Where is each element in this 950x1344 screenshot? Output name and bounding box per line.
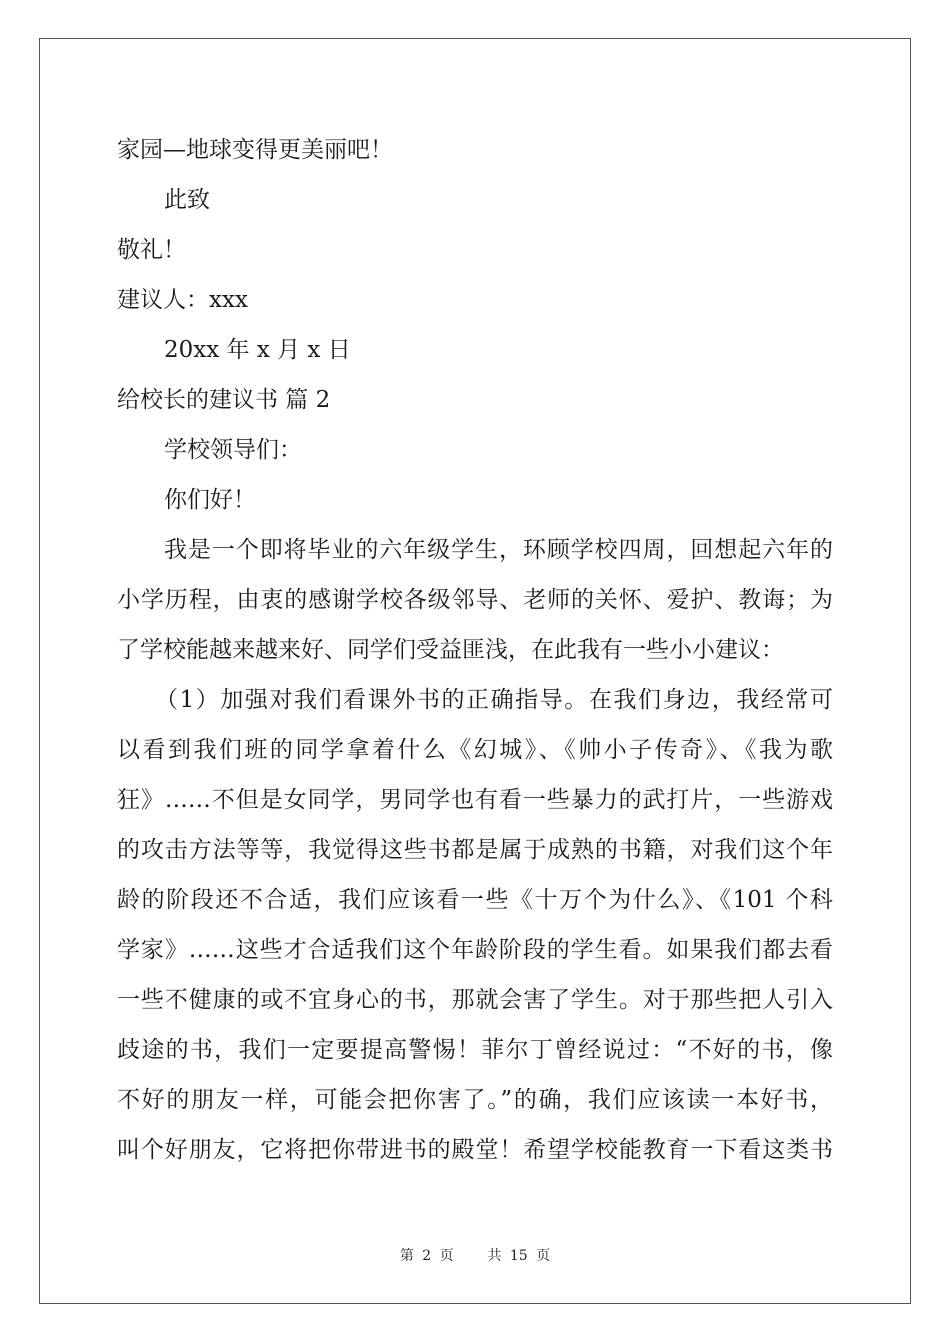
text-line-addressee: 学校领导们： — [164, 437, 302, 463]
document-body — [117, 125, 833, 1175]
text-line-date: 20xx 年 x 月 x 日 — [164, 337, 351, 363]
paragraph-line: 小学历程，由衷的感谢学校各级邻导、老师的关怀、爱护、教诲；为 — [117, 587, 833, 613]
paragraph-line: 龄的阶段还不合适，我们应该看一些《十万个为什么》、《101 个科 — [117, 887, 833, 913]
text-line-salutation: 此致 — [164, 187, 210, 213]
text-line-greeting: 你们好！ — [164, 487, 256, 513]
paragraph-line: 的攻击方法等等，我觉得这些书都是属于成熟的书籍，对我们这个年 — [117, 837, 833, 863]
paragraph-line: 我是一个即将毕业的六年级学生，环顾学校四周，回想起六年的 — [164, 537, 833, 563]
section-heading: 给校长的建议书 篇 2 — [117, 387, 331, 413]
text-line-closing: 家园—地球变得更美丽吧！ — [117, 137, 393, 163]
paragraph-line: 歧途的书，我们一定要提高警惕！菲尔丁曾经说过：“不好的书，像 — [117, 1037, 833, 1063]
page-footer — [0, 1245, 950, 1265]
paragraph-line: （1）加强对我们看课外书的正确指导。在我们身边，我经常可 — [155, 687, 833, 713]
page-number: 第 2 页 — [399, 1248, 454, 1264]
paragraph-line: 不好的朋友一样，可能会把你害了。”的确，我们应该读一本好书， — [117, 1087, 833, 1113]
text-line-regards: 敬礼！ — [117, 237, 186, 263]
paragraph-line: 狂》……不但是女同学，男同学也有看一些暴力的武打片，一些游戏 — [117, 787, 833, 813]
paragraph-line: 叫个好朋友，它将把你带进书的殿堂！希望学校能教育一下看这类书 — [117, 1137, 833, 1163]
paragraph-line: 了学校能越来越来好、同学们受益匪浅，在此我有一些小小建议： — [117, 637, 784, 663]
paragraph-line: 学家》……这些才合适我们这个年龄阶段的学生看。如果我们都去看 — [117, 937, 833, 963]
page-total: 共 15 页 — [487, 1248, 551, 1264]
text-line-signer: 建议人：xxx — [117, 287, 248, 313]
paragraph-line: 一些不健康的或不宜身心的书，那就会害了学生。对于那些把人引入 — [117, 987, 833, 1013]
paragraph-line: 以看到我们班的同学拿着什么《幻城》、《帅小子传奇》、《我为歌 — [117, 737, 833, 763]
